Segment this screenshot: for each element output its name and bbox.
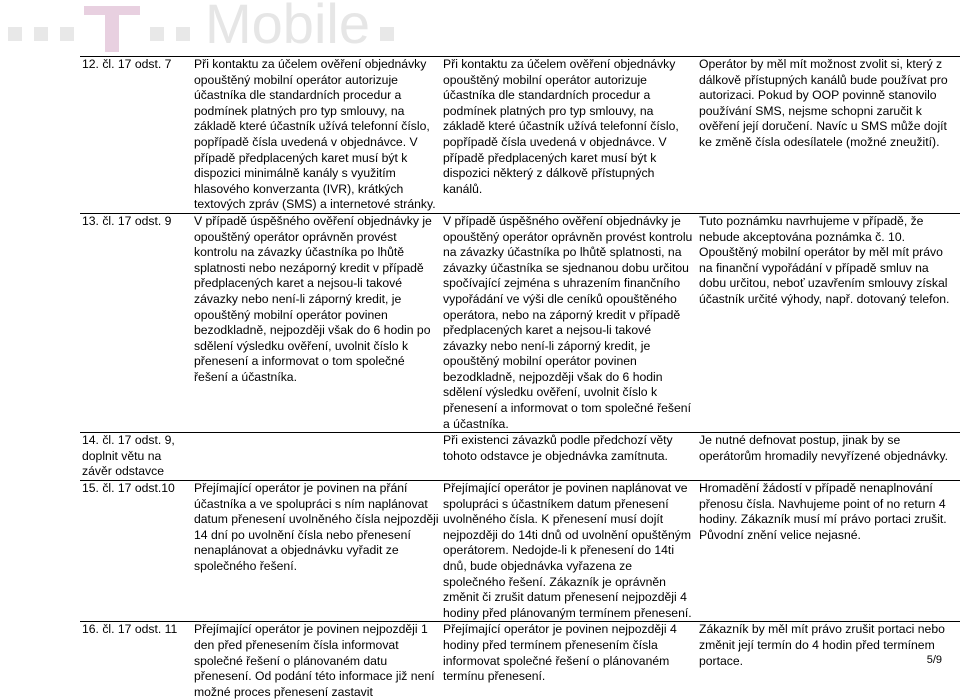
logo-dot — [150, 27, 164, 41]
table-row — [80, 433, 960, 481]
table-row — [80, 57, 960, 214]
original-text: V případě úspěšného ověření objednávky je opouštěný operátor oprávněn provést kontrolu na závazky účastníka po lhůtě splatnosti nebo nezáporný kredit v případě předplacených karet a nejsou-li takové závazky nebo není-li záporný kredit, je opouštěný mobilní operátor povinen bezodkladně, nejpozději však do 6 hodin po sdělení výsledku ověření, uvolnit číslo k přenesení a informovat o tom společné řešení a účastníka. — [192, 213, 441, 432]
logo-dot — [34, 27, 48, 41]
t-logo-icon — [84, 2, 140, 52]
comment-text: Je nutné defnovat postup, jinak by se operátorům hromadily nevyřízené objednávky. — [697, 433, 960, 481]
table-row — [80, 622, 960, 700]
comment-text: Operátor by měl mít možnost zvolit si, který z dálkově přístupných kanálů bude používat pro autorizaci. Pokud by OOP povinně stanovilo používání SMS, nejsme schopni zaručit k ověření její doručení. Navíc u SMS může dojít ke změně čísla odesílatele (možné zneužití). — [697, 57, 960, 214]
brand-wordmark: Mobile — [205, 0, 370, 55]
proposed-text: Při kontaktu za účelem ověření objednávky opouštěný mobilní operátor autorizuje účastníka dle standardních procedur a podmínek platných pro typ smlouvy, na základě které účastník užívá telefonní číslo, popřípadě čísla uvedená v objednávce. V případě předplacených karet musí být k dispozici některý z dálkově přístupných kanálů. — [441, 57, 697, 214]
original-text: Přejímající operátor je povinen na přání účastníka a ve spolupráci s ním naplánovat datum přenesení uvolněného čísla nejpozději 14 dní po uvolnění čísla nebo přenesení nenaplánovat a objednávku vyřadit ze společného řešení. — [192, 481, 441, 622]
comment-text: Hromadění žádostí v případě nenaplnování přenosu čísla. Navhujeme point of no return 4 hodiny. Zákazník musí mí právo portaci zrušit. Původní znění velice nejasné. — [697, 481, 960, 622]
row-reference: 15. čl. 17 odst.10 — [80, 481, 192, 622]
comments-table — [80, 56, 960, 700]
logo-dot — [176, 27, 190, 41]
original-text: Přejímající operátor je povinen nejpozději 1 den před přenesením čísla informovat společné řešení o plánovaném datu přenesení. Od podání této informace již není možné proces přenesení zastavit — [192, 622, 441, 700]
header — [0, 0, 960, 56]
logo-dot — [8, 27, 22, 41]
row-reference: 16. čl. 17 odst. 11 — [80, 622, 192, 700]
comment-text: Zákazník by měl mít právo zrušit portaci nebo změnit její termín do 4 hodin před termínem portace. — [697, 622, 960, 700]
row-reference: 12. čl. 17 odst. 7 — [80, 57, 192, 214]
page-number: 5/9 — [926, 654, 942, 666]
comment-text: Tuto poznámku navrhujeme v případě, že nebude akceptována poznámka č. 10. Opouštěný mobilní operátor by měl mít právo na finanční vypořádání v případě smluv na dobu určitou, neboť uzavřením smlouvy získal účastník určité výhody, např. dotovaný telefon. — [697, 213, 960, 432]
row-reference: 13. čl. 17 odst. 9 — [80, 213, 192, 432]
table-row — [80, 213, 960, 432]
proposed-text: Při existenci závazků podle předchozí věty tohoto odstavce je objednávka zamítnuta. — [441, 433, 697, 481]
logo-dot — [60, 27, 74, 41]
row-reference: 14. čl. 17 odst. 9, doplnit větu na závěr odstavce — [80, 433, 192, 481]
table-row — [80, 481, 960, 622]
original-text: Při kontaktu za účelem ověření objednávky opouštěný mobilní operátor autorizuje účastníka dle standardních procedur a podmínek platných pro typ smlouvy, na základě které účastník užívá telefonní číslo, popřípadě čísla uvedená v objednávce. V případě předplacených karet musí být k dispozici minimálně kanály s využitím hlasového konverzanta (IVR), krátkých textových zpráv (SMS) a internetové stránky. — [192, 57, 441, 214]
proposed-text: Přejímající operátor je povinen nejpozději 4 hodiny před termínem přenesením čísla informovat společné řešení o plánovaném termínu přenesení. — [441, 622, 697, 700]
original-text — [192, 433, 441, 481]
proposed-text: Přejímající operátor je povinen naplánovat ve spolupráci s účastníkem datum přenesení uvolněného čísla. K přenesení musí dojít nejpozději do 14ti dnů od uvolnění opuštěným operátorem. Nedojde-li k přenesení do 14ti dnů, bude objednávka vyřazena ze společného řešení. Zákazník je oprávněn změnit či zrušit datum přenesení nejpozději 4 hodiny před plánovaným termínem přenesení. — [441, 481, 697, 622]
proposed-text: V případě úspěšného ověření objednávky je opouštěný operátor oprávněn provést kontrolu na závazky účastníka po lhůtě splatnosti, na závazky účastníka se sjednanou dobu určitou spočívající zejména s uhrazením finančního vypořádání ve výši dle ceníků opouštěného operátora, nebo na záporný kredit v případě předplacených karet a nejsou-li takové závazky nebo není-li záporný kredit, je opouštěný mobilní operátor povinen bezodkladně, nejpozději však do 6 hodin sdělení výsledku ověření, uvolnit číslo k přenesení a informovat o tom společné řešení a účastníka. — [441, 213, 697, 432]
logo-dot — [380, 27, 394, 41]
